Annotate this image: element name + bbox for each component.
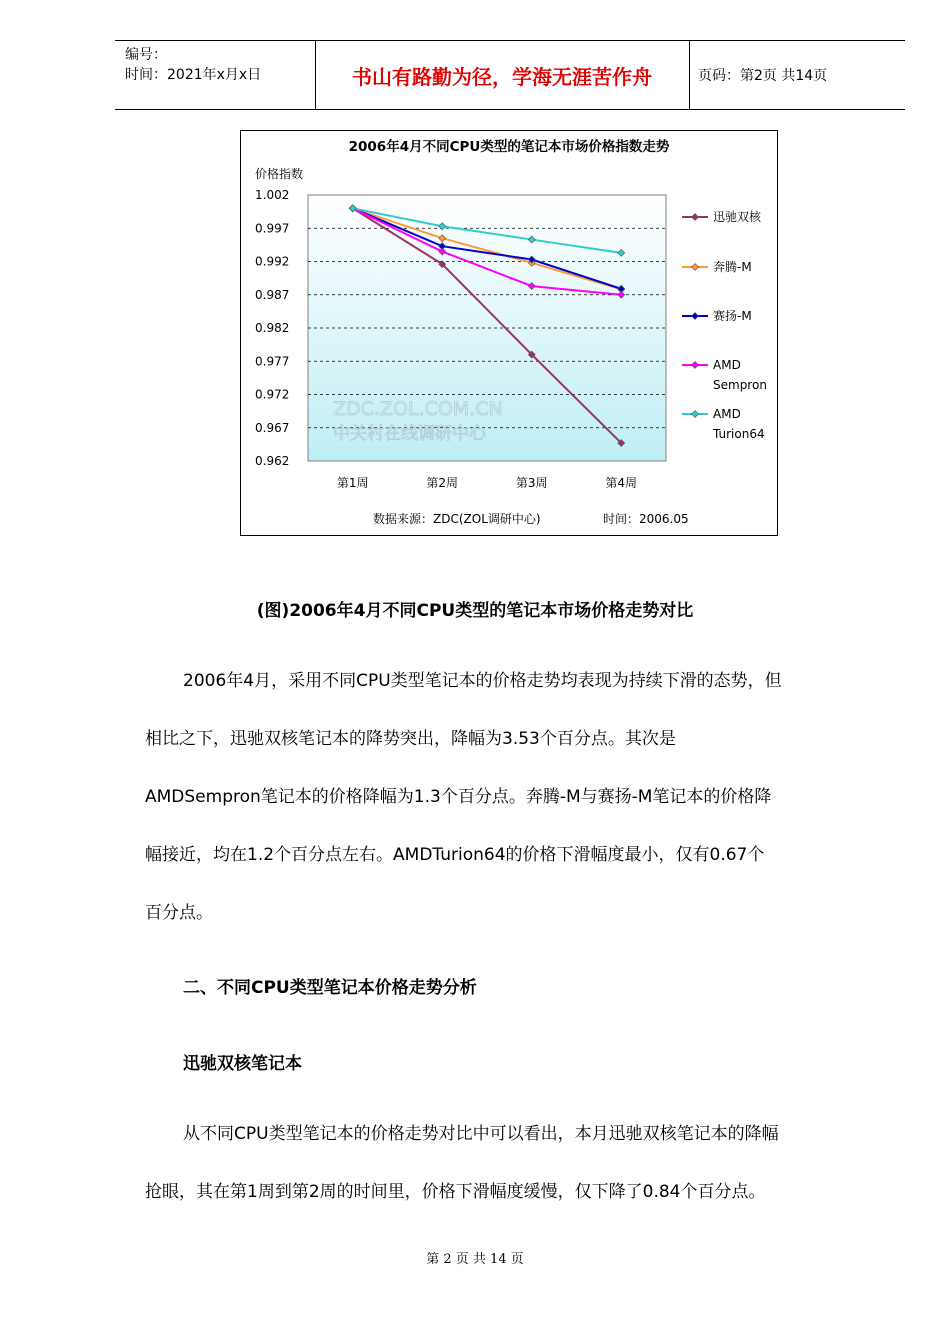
paragraph-line: 2006年4月，采用不同CPU类型笔记本的价格走势均表现为持续下滑的态势，但 (183, 671, 782, 691)
x-tick-label: 第3周 (515, 476, 548, 490)
page-footer: 第 2 页 共 14 页 (426, 1252, 524, 1267)
y-tick-label: 0.967 (255, 420, 290, 435)
header-motto (315, 41, 690, 109)
paragraph-line: 相比之下，迅驰双核笔记本的降势突出，降幅为3.53个百分点。其次是 (145, 729, 676, 749)
y-tick-label: 0.977 (255, 354, 290, 369)
legend-swatch-marker (692, 362, 699, 369)
paragraph-line: 抢眼，其在第1周到第2周的时间里，价格下滑幅度缓慢，仅下降了0.84个百分点。 (145, 1182, 766, 1202)
page-header (115, 40, 905, 110)
legend-swatch-marker (692, 214, 699, 221)
header-meta (115, 41, 316, 109)
chart-legend (682, 209, 767, 441)
y-tick-label: 0.997 (255, 221, 290, 236)
paragraph-summary (145, 652, 885, 942)
section-heading: 二、不同CPU类型笔记本价格走势分析 (183, 978, 477, 998)
legend-label: 迅驰双核 (713, 210, 762, 224)
y-axis-label: 价格指数 (255, 167, 304, 181)
x-tick-label: 第4周 (605, 476, 638, 490)
subsection-heading: 迅驰双核笔记本 (183, 1054, 302, 1074)
paragraph-line: AMDSempron笔记本的价格降幅为1.3个百分点。奔腾-M与赛扬-M笔记本的价格降 (145, 787, 772, 807)
legend-swatch-marker (692, 411, 699, 418)
source-note: 数据来源：ZDC(ZOL调研中心) (373, 512, 541, 526)
time-label: 时间：2021年x月x日 (125, 67, 262, 83)
paragraph-line: 百分点。 (145, 903, 213, 923)
number-label: 编号： (125, 47, 167, 63)
x-tick-label: 第2周 (426, 476, 459, 490)
legend-swatch-marker (692, 313, 699, 320)
legend-swatch-marker (692, 264, 699, 271)
chart-title: 2006年4月不同CPU类型的笔记本市场价格指数走势 (348, 139, 670, 155)
paragraph-line: 幅接近，均在1.2个百分点左右。AMDTurion64的价格下滑幅度最小，仅有0.67个 (145, 845, 765, 865)
paragraph-centrino-duo (145, 1105, 885, 1221)
legend-label: 奔腾-M (713, 260, 752, 274)
legend-label: AMD (713, 407, 741, 421)
motto-text: 书山有路勤为径，学海无涯苦作舟 (352, 64, 652, 89)
y-tick-label: 1.002 (255, 188, 290, 202)
plot-area (255, 188, 666, 490)
legend-label: AMD (713, 358, 741, 372)
price-index-chart (240, 130, 778, 536)
legend-label-line2: Turion64 (713, 427, 765, 441)
watermark-url: ZDC.ZOL.COM.CN (333, 398, 503, 420)
y-tick-label: 0.982 (255, 321, 290, 335)
y-tick-label: 0.992 (255, 254, 290, 269)
y-tick-label: 0.972 (255, 387, 290, 402)
time-note: 时间：2006.05 (603, 512, 689, 526)
paragraph-line: 从不同CPU类型笔记本的价格走势对比中可以看出，本月迅驰双核笔记本的降幅 (183, 1124, 779, 1144)
header-page-info (690, 41, 905, 109)
figure-caption: (图)2006年4月不同CPU类型的笔记本市场价格走势对比 (256, 601, 694, 621)
legend-label: 赛扬-M (713, 309, 752, 323)
page-info-text: 页码：第2页 共14页 (698, 68, 828, 84)
chart-svg (241, 131, 777, 535)
legend-label-line2: Sempron (713, 378, 767, 392)
y-tick-label: 0.962 (255, 454, 290, 468)
plot-background (308, 195, 666, 461)
x-tick-label: 第1周 (336, 476, 369, 490)
y-tick-label: 0.987 (255, 287, 290, 302)
watermark-org: 中关村在线调研中心 (333, 424, 486, 444)
